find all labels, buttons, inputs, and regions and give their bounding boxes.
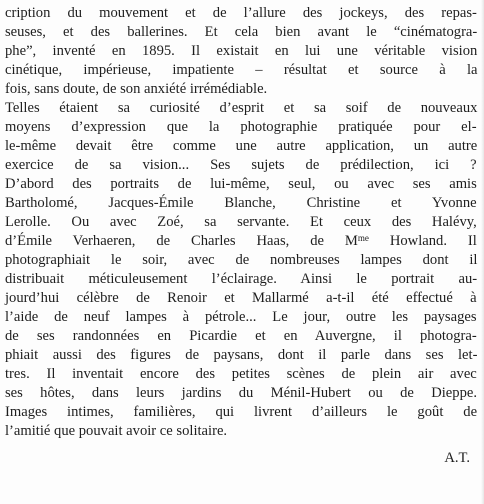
text-line: D’abord des portraits de lui-même, seul, ou avec ses amis bbox=[5, 176, 477, 192]
text-line: jourd’hui célèbre de Renoir et Mallarmé a-t-il été effectué à bbox=[5, 290, 477, 306]
text-line: tres. Il inventait encore des petites scènes de plein air avec bbox=[5, 366, 477, 382]
text-line: de ses randonnées en Picardie et en Auvergne, il photogra- bbox=[5, 328, 477, 344]
text-line: fois, sans doute, de son anxiété irrémédiable. bbox=[5, 81, 268, 97]
text-line: le-même devait être comme une autre application, un autre bbox=[5, 138, 478, 154]
text-line: cription du mouvement et de l’allure des jockeys, des repas- bbox=[5, 5, 477, 21]
text-line: Lerolle. Ou avec Zoé, sa servante. Et ceux des Halévy, bbox=[5, 214, 477, 230]
text-line: phe”, inventé en 1895. Il existait en lui une véritable vision bbox=[5, 43, 478, 59]
text-line: ses hôtes, dans leurs jardins du Ménil-Hubert ou de Dieppe. bbox=[5, 385, 477, 401]
text-line: moyens d’expression que la photographie pratiquée pour el- bbox=[5, 119, 477, 135]
text-line: distribuait méticuleusement l’éclairage. Ainsi le portrait au- bbox=[5, 271, 478, 287]
text-line: phiait aussi des figures de paysans, dont il parle dans ses let- bbox=[5, 347, 478, 363]
text-line: cinétique, impérieuse, impatiente – résultat et source à la bbox=[5, 62, 478, 78]
text-line: l’amitié que pouvait avoir ce solitaire. bbox=[5, 423, 228, 439]
text-line: seuses, et des ballerines. Et cela bien avant le “cinématogra- bbox=[5, 24, 478, 40]
text-line: exercice de sa vision... Ses sujets de prédilection, ici ? bbox=[5, 157, 477, 173]
text-line: Telles étaient sa curiosité d’esprit et sa soif de nouveaux bbox=[5, 100, 478, 116]
text-line: photographiait le soir, avec de nombreuses lampes dont il bbox=[5, 252, 478, 268]
text-line: l’aide de neuf lampes à pétrole... Le jour, outre les paysages bbox=[5, 309, 477, 325]
text-line: Images intimes, familières, qui livrent d’ailleurs le goût de bbox=[5, 404, 478, 420]
text-line: Bartholomé, Jacques-Émile Blanche, Christine et Yvonne bbox=[5, 195, 477, 211]
text-line: d’Émile Verhaeren, de Charles Haas, de $M^{me}$ Howland. Il bbox=[5, 232, 477, 249]
author-signature: A.T. bbox=[444, 450, 470, 466]
